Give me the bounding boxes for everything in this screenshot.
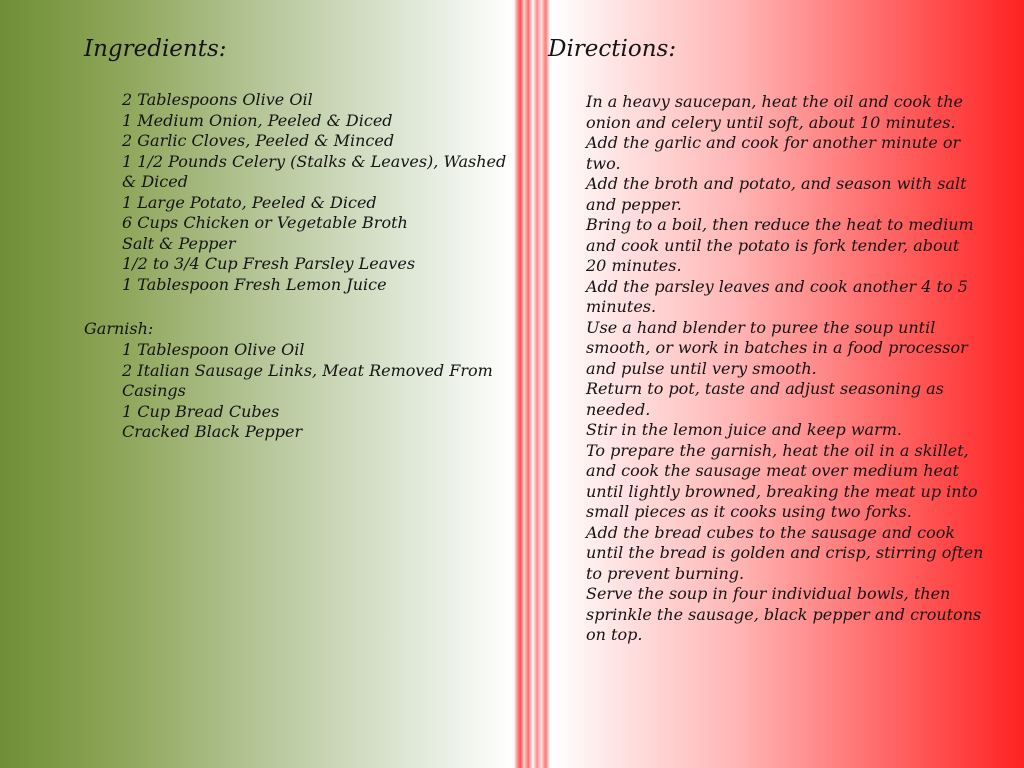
direction-step: Use a hand blender to puree the soup until smooth, or work in batches in a food processor and pulse until very smooth. [586,317,968,378]
garnish-label: Garnish: [84,319,154,338]
ingredient-item: 2 Garlic Cloves, Peeled & Minced [122,131,395,150]
ingredients-heading: Ingredients: [84,36,227,62]
direction-step: Add the parsley leaves and cook another 4 to 5 minutes. [586,276,968,316]
ingredient-item: 2 Tablespoons Olive Oil [122,90,313,109]
direction-step: In a heavy saucepan, heat the oil and cook the onion and celery until soft, about 10 minutes. [586,92,964,132]
garnish-item: 1 Cup Bread Cubes [122,401,280,421]
ingredient-item: 1 Large Potato, Peeled & Diced [122,192,377,212]
direction-step: Stir in the lemon juice and keep warm. [586,420,902,439]
direction-step: Bring to a boil, then reduce the heat to medium and cook until the potato is fork tender, about 20 minutes. [586,215,974,275]
garnish-item: Cracked Black Pepper [122,422,303,441]
ingredients-list [122,90,512,295]
directions-heading: Directions: [548,36,677,62]
ingredient-item: 1 Tablespoon Fresh Lemon Juice [122,274,387,294]
ingredient-item: 6 Cups Chicken or Vegetable Broth [122,213,408,232]
directions-list [586,92,984,646]
center-divider-stripe [514,0,550,768]
ingredient-item: 1 1/2 Pounds Celery (Stalks & Leaves), Washed & Diced [122,151,507,191]
ingredient-item: 1 Medium Onion, Peeled & Diced [122,110,393,130]
direction-step: Serve the soup in four individual bowls, then sprinkle the sausage, black pepper and croutons on top. [586,584,982,644]
direction-step: Add the bread cubes to the sausage and cook until the bread is golden and crisp, stirring often to prevent burning. [586,522,984,583]
garnish-list [122,340,502,443]
ingredient-item: 1/2 to 3/4 Cup Fresh Parsley Leaves [122,254,416,273]
garnish-item: 1 Tablespoon Olive Oil [122,340,305,359]
garnish-item: 2 Italian Sausage Links, Meat Removed From Casings [122,360,493,400]
ingredient-item: Salt & Pepper [122,233,236,253]
direction-step: Return to pot, taste and adjust seasoning as needed. [586,379,944,419]
direction-step: Add the broth and potato, and season with salt and pepper. [586,174,967,214]
direction-step: To prepare the garnish, heat the oil in a skillet, and cook the sausage meat over medium heat until lightly browned, breaking the meat up into small pieces as it cooks using two forks. [586,440,978,521]
direction-step: Add the garlic and cook for another minute or two. [586,133,961,173]
